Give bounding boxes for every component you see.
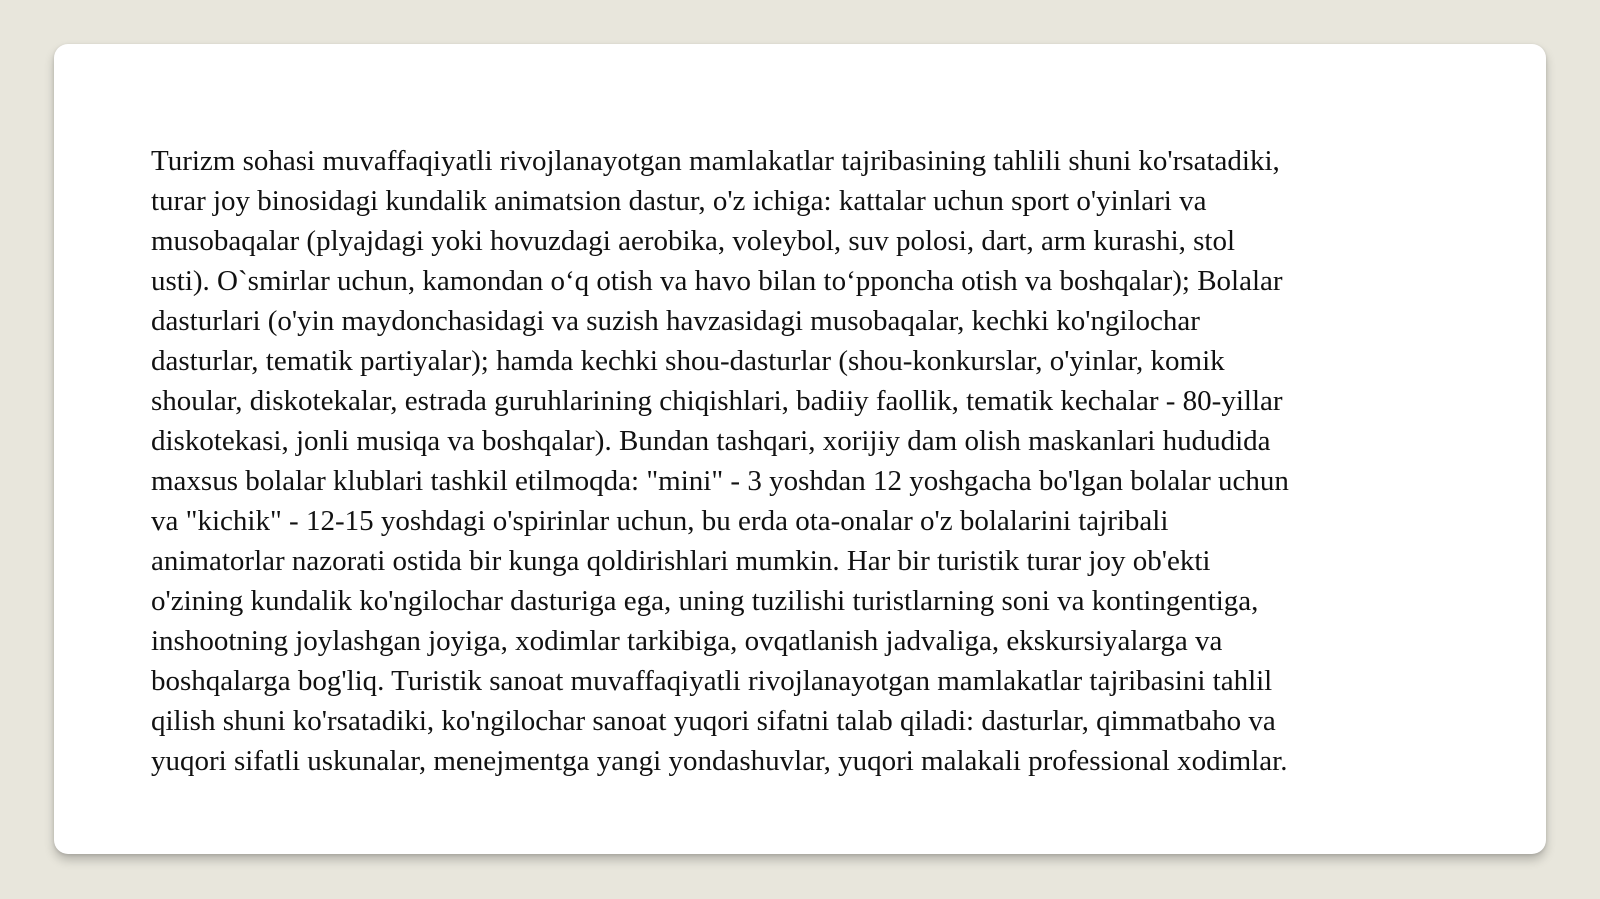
paragraph-line: dasturlari (o'yin maydonchasidagi va suzish havzasidagi musobaqalar, kechki ko'ngilochar <box>151 305 1200 337</box>
paragraph-line: inshootning joylashgan joyiga, xodimlar tarkibiga, ovqatlanish jadvaliga, ekskursiyalarga va <box>151 625 1223 657</box>
paragraph-line: turar joy binosidagi kundalik animatsion dastur, o'z ichiga: kattalar uchun sport o'yinlari va <box>151 185 1207 217</box>
paragraph-line: Turizm sohasi muvaffaqiyatli rivojlanayotgan mamlakatlar tajribasining tahlili shuni ko'rsatadiki, <box>151 145 1280 177</box>
body-paragraph <box>151 141 1467 781</box>
paragraph-line: maxsus bolalar klublari tashkil etilmoqda: "mini" - 3 yoshdan 12 yoshgacha bo'lgan bolalar uchun <box>151 465 1289 497</box>
paragraph-line: diskotekasi, jonli musiqa va boshqalar). Bundan tashqari, xorijiy dam olish maskanlari hududida <box>151 425 1271 457</box>
paragraph-line: yuqori sifatli uskunalar, menejmentga yangi yondashuvlar, yuqori malakali professional xodimlar. <box>151 745 1288 777</box>
paragraph-line: shoular, diskotekalar, estrada guruhlarining chiqishlari, badiiy faollik, tematik kechalar - 80-yillar <box>151 385 1283 417</box>
paragraph-line: musobaqalar (plyajdagi yoki hovuzdagi aerobika, voleybol, suv polosi, dart, arm kurashi, stol <box>151 225 1236 257</box>
paragraph-line: boshqalarga bog'liq. Turistik sanoat muvaffaqiyatli rivojlanayotgan mamlakatlar tajribasini tahlil <box>151 665 1273 697</box>
paragraph-line: va "kichik" - 12-15 yoshdagi o'spirinlar uchun, bu erda ota-onalar o'z bolalarini tajribali <box>151 505 1169 537</box>
paragraph-line: animatorlar nazorati ostida bir kunga qoldirishlari mumkin. Har bir turistik turar joy ob'ekti <box>151 545 1211 577</box>
paragraph-line: usti). O`smirlar uchun, kamondan o‘q otish va havo bilan to‘pponcha otish va boshqalar); Bolalar <box>151 265 1283 297</box>
paragraph-line: dasturlar, tematik partiyalar); hamda kechki shou-dasturlar (shou-konkurslar, o'yinlar, komik <box>151 345 1225 377</box>
paragraph-line: qilish shuni ko'rsatadiki, ko'ngilochar sanoat yuqori sifatni talab qiladi: dasturlar, qimmatbaho va <box>151 705 1276 737</box>
paragraph-line: o'zining kundalik ko'ngilochar dasturiga ega, uning tuzilishi turistlarning soni va kontingentiga, <box>151 585 1259 617</box>
